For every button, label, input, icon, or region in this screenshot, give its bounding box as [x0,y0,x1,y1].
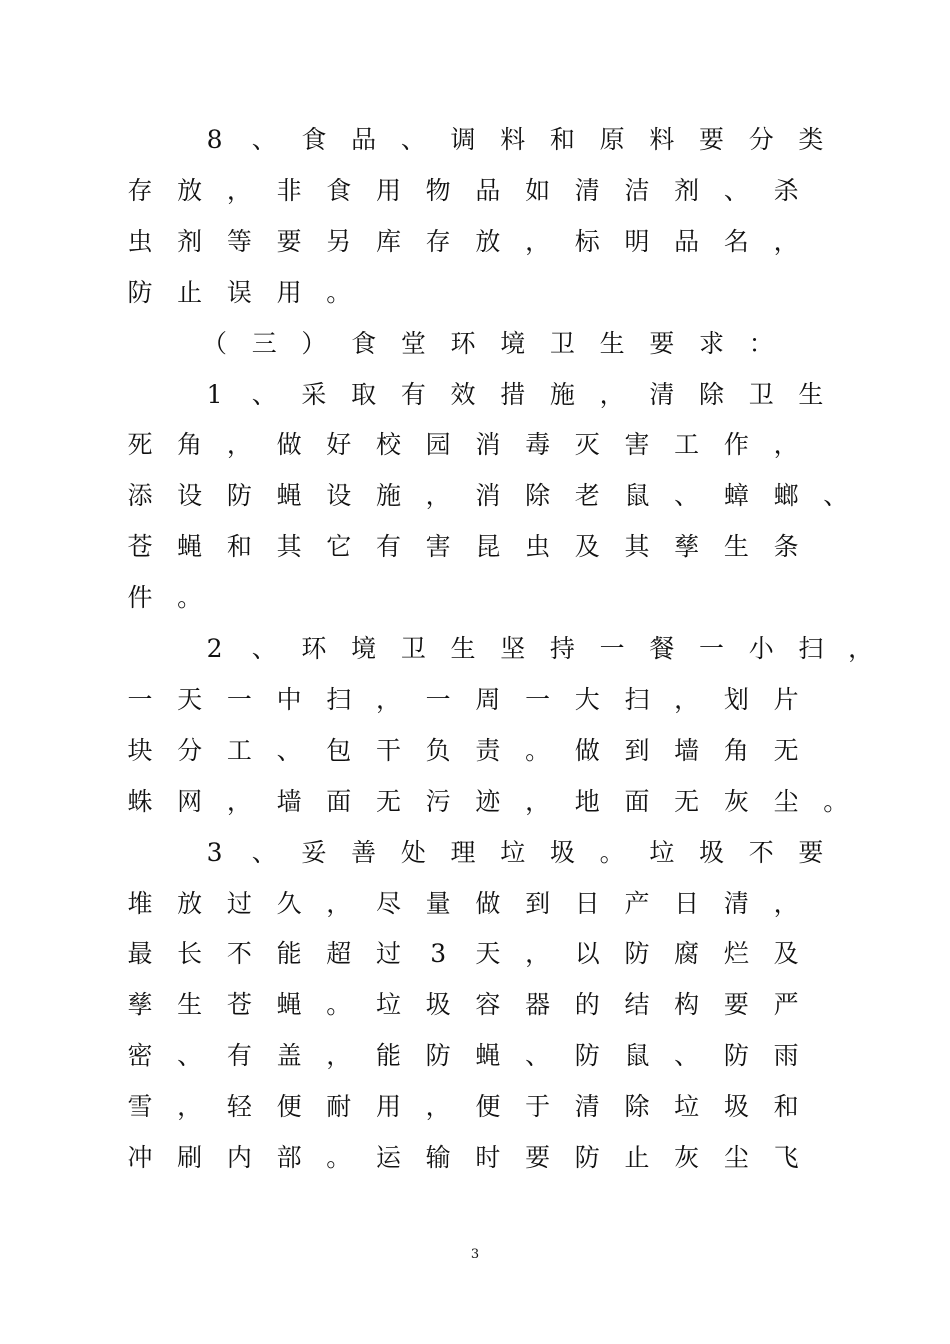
text-char: 及 [773,939,799,969]
text-char: 名 [723,226,749,256]
text-char: 垃 [500,837,526,867]
text-char: 分 [748,125,774,154]
text-char: ， [848,634,874,663]
text-char: 苍 [127,532,153,562]
text-char: 做 [574,735,600,765]
text-char: 垃 [649,837,675,867]
text-char: 垃 [674,1092,700,1122]
text-char: 调 [450,125,476,154]
text-char: 好 [326,430,352,460]
text-char: 要 [649,328,675,358]
text-char: ） [301,328,327,358]
text-line [0,580,950,616]
text-char: 防 [425,1041,451,1071]
text-char: 止 [177,277,203,307]
text-char: 用 [375,1092,401,1122]
text-char: 及 [574,532,600,562]
text-char: 圾 [723,1092,749,1122]
text-char: 过 [226,888,252,918]
text-char: 包 [326,735,352,765]
text-line [0,936,950,972]
text-line [0,835,950,871]
text-char: 采 [301,379,327,409]
text-char: 非 [276,175,302,205]
text-char: 设 [326,481,352,511]
text-char: 轻 [226,1092,252,1122]
text-char: 块 [127,735,153,765]
text-char: 如 [525,175,551,205]
text-char: 添 [127,481,153,511]
text-char: 库 [375,226,401,256]
text-char: 校 [375,430,401,460]
text-char: 除 [699,379,725,409]
text-char: 虫 [127,226,153,256]
text-char: 做 [276,430,302,460]
text-char: 食 [326,175,352,205]
text-char: 飞 [773,1143,799,1172]
text-char: 一 [599,634,625,663]
text-char: 墙 [674,735,700,765]
text-char: 尘 [723,1143,749,1172]
text-line [0,122,950,158]
text-char: 扫 [326,684,352,714]
text-char: 和 [226,532,252,562]
text-char: 容 [475,990,501,1020]
text-char: ， [525,939,551,969]
text-char: 等 [226,226,252,256]
text-char: 周 [475,684,501,714]
text-char: 要 [699,125,725,154]
text-char: ， [599,379,625,409]
text-char: ， [326,1041,352,1071]
text-char: 善 [351,837,377,867]
text-char: 网 [177,786,203,816]
text-char: 冲 [127,1143,153,1172]
text-char: 一 [425,684,451,714]
text-char: 要 [525,1143,551,1172]
text-char: 物 [425,175,451,205]
text-char: 处 [400,837,426,867]
text-char: ， [773,226,799,256]
text-char: 、 [276,735,302,765]
text-char: 、 [177,1041,203,1071]
text-line [0,478,950,514]
text-char: 堆 [127,888,153,918]
text-char: ， [375,684,401,714]
text-char: 耐 [326,1092,352,1122]
text-char: 生 [798,379,824,409]
text-char: 以 [574,939,600,969]
text-char: 8 [206,125,223,154]
text-char: 久 [276,888,302,918]
text-char: 最 [127,939,153,969]
text-char: 扫 [624,684,650,714]
text-char: 能 [276,939,302,969]
text-char: 不 [748,837,774,867]
text-char: 原 [599,125,625,154]
text-char: 墙 [276,786,302,816]
text-char: 用 [375,175,401,205]
text-char: 设 [177,481,203,511]
text-char: 清 [574,175,600,205]
text-char: 天 [475,939,501,969]
text-char: 尽 [375,888,401,918]
text-char: 、 [251,634,277,663]
text-char: 、 [674,481,700,511]
text-char: ， [773,888,799,918]
text-char: 责 [475,735,501,765]
text-char: 、 [400,125,426,154]
text-char: 、 [251,125,277,154]
text-char: 中 [276,684,302,714]
text-char: 灭 [574,430,600,460]
text-char: 输 [425,1143,451,1172]
text-char: 3 [206,837,223,867]
text-char: 持 [549,634,575,663]
text-line [0,173,950,209]
text-char: 雨 [773,1041,799,1071]
text-char: 。 [599,837,625,867]
text-char: 能 [375,1041,401,1071]
text-char: 园 [425,430,451,460]
text-char: 坚 [500,634,526,663]
text-line [0,1140,950,1176]
text-char: 卫 [400,634,426,663]
text-char: 防 [127,277,153,307]
text-char: 虫 [525,532,551,562]
text-char: 食 [351,328,377,358]
text-char: 、 [723,175,749,205]
text-char: 和 [549,125,575,154]
text-char: ： [748,328,774,358]
text-char: 其 [624,532,650,562]
text-char: 料 [500,125,526,154]
text-char: 日 [574,888,600,918]
text-char: 和 [773,1092,799,1122]
text-char: ， [226,175,252,205]
text-char: 环 [301,634,327,663]
text-char: 除 [624,1092,650,1122]
text-char: 清 [649,379,675,409]
text-char: 天 [177,684,203,714]
text-char: 食 [301,125,327,154]
text-char: 害 [624,430,650,460]
text-char: 有 [400,379,426,409]
text-char: 另 [326,226,352,256]
text-line [0,733,950,769]
text-char: 圾 [549,837,575,867]
text-char: 剂 [674,175,700,205]
text-char: 鼠 [624,1041,650,1071]
text-char: 严 [773,990,799,1020]
text-char: 杀 [773,175,799,205]
text-char: ， [425,481,451,511]
text-char: 面 [624,786,650,816]
text-line [0,886,950,922]
text-char: 求 [699,328,725,358]
text-char: 不 [226,939,252,969]
text-char: 量 [425,888,451,918]
text-char: 生 [177,990,203,1020]
text-char: 片 [773,684,799,714]
text-char: 要 [798,837,824,867]
text-char: 角 [177,430,203,460]
text-char: 日 [674,888,700,918]
text-char: 作 [723,430,749,460]
text-char: ， [425,1092,451,1122]
text-char: 效 [450,379,476,409]
text-line [0,1089,950,1125]
text-char: 防 [624,939,650,969]
text-char: 苍 [226,990,252,1020]
text-char: 毒 [525,430,551,460]
text-char: 无 [375,786,401,816]
text-char: 一 [226,684,252,714]
text-char: 其 [276,532,302,562]
text-char: 要 [723,990,749,1020]
text-char: ， [773,430,799,460]
text-char: 。 [326,1143,352,1172]
text-char: 防 [574,1041,600,1071]
text-char: 品 [674,226,700,256]
text-char: 角 [723,735,749,765]
text-line [0,682,950,718]
text-char: 昆 [475,532,501,562]
text-char: 一 [525,684,551,714]
text-char: 防 [226,481,252,511]
text-char: 鼠 [624,481,650,511]
text-char: 蝇 [276,481,302,511]
text-char: 、 [823,481,849,511]
text-char: 蝇 [475,1041,501,1071]
text-char: 防 [574,1143,600,1172]
text-char: 面 [326,786,352,816]
text-char: 。 [177,583,203,613]
text-char: 2 [206,634,223,663]
text-char: 。 [326,990,352,1020]
text-char: 境 [500,328,526,358]
text-char: （ [202,328,228,358]
text-char: 。 [525,735,551,765]
text-char: 便 [475,1092,501,1122]
text-char: 构 [674,990,700,1020]
text-line [0,427,950,463]
text-char: ， [226,430,252,460]
text-char: 剂 [177,226,203,256]
text-char: 密 [127,1041,153,1071]
text-char: 产 [624,888,650,918]
text-char: 一 [127,684,153,714]
text-char: 消 [475,430,501,460]
text-char: 3 [430,939,447,969]
text-char: 类 [798,125,824,154]
text-char: 1 [206,379,223,409]
text-char: 有 [226,1041,252,1071]
text-char: ， [226,786,252,816]
text-char: 品 [351,125,377,154]
text-char: 一 [699,634,725,663]
text-char: 洁 [624,175,650,205]
text-char: 蛛 [127,786,153,816]
text-char: 止 [624,1143,650,1172]
text-char: 、 [251,379,277,409]
text-char: 生 [450,634,476,663]
text-char: 放 [177,175,203,205]
text-char: 卫 [549,328,575,358]
text-char: 到 [525,888,551,918]
text-char: 螂 [773,481,799,511]
text-char: 的 [574,990,600,1020]
text-char: 环 [450,328,476,358]
text-char: 灰 [674,1143,700,1172]
text-char: 条 [773,532,799,562]
text-char: 清 [574,1092,600,1122]
text-char: ， [177,1092,203,1122]
text-char: 刷 [177,1143,203,1172]
text-char: 过 [375,939,401,969]
text-char: 于 [525,1092,551,1122]
text-line [0,631,950,667]
text-char: 部 [276,1143,302,1172]
text-char: 要 [276,226,302,256]
text-char: ， [326,888,352,918]
text-char: 圾 [699,837,725,867]
text-char: 蝇 [276,990,302,1020]
text-char: 取 [351,379,377,409]
text-line [0,275,950,311]
text-char: ， [525,226,551,256]
text-char: 结 [624,990,650,1020]
text-char: 雪 [127,1092,153,1122]
text-char: 划 [723,684,749,714]
text-char: 明 [624,226,650,256]
text-char: 。 [326,277,352,307]
text-char: 扫 [798,634,824,663]
text-char: 污 [425,786,451,816]
text-line [0,377,950,413]
text-line [0,529,950,565]
text-char: 地 [574,786,600,816]
text-char: 长 [177,939,203,969]
text-char: 器 [525,990,551,1020]
text-char: 防 [723,1041,749,1071]
text-char: 它 [326,532,352,562]
text-char: 料 [649,125,675,154]
text-char: 害 [425,532,451,562]
text-char: 小 [748,634,774,663]
text-char: 超 [326,939,352,969]
text-char: 误 [226,277,252,307]
text-char: 妥 [301,837,327,867]
text-line [0,326,950,362]
text-char: 运 [375,1143,401,1172]
text-char: 、 [251,837,277,867]
text-char: 死 [127,430,153,460]
text-char: 烂 [723,939,749,969]
text-char: 工 [674,430,700,460]
text-char: 理 [450,837,476,867]
text-char: 措 [500,379,526,409]
text-char: 标 [574,226,600,256]
text-char: 老 [574,481,600,511]
page-number: 3 [470,1247,480,1262]
text-char: 负 [425,735,451,765]
text-line [0,1038,950,1074]
text-char: 孳 [674,532,700,562]
text-char: 用 [276,277,302,307]
text-char: 消 [475,481,501,511]
text-char: 放 [475,226,501,256]
text-char: 大 [574,684,600,714]
text-char: 无 [773,735,799,765]
text-line [0,224,950,260]
text-char: 除 [525,481,551,511]
text-char: 堂 [400,328,426,358]
text-char: 做 [475,888,501,918]
text-char: 干 [375,735,401,765]
text-char: 有 [375,532,401,562]
text-char: 分 [177,735,203,765]
text-char: 、 [674,1041,700,1071]
text-char: 盖 [276,1041,302,1071]
text-char: 存 [425,226,451,256]
text-char: 工 [226,735,252,765]
text-char: 三 [251,328,277,358]
text-char: 施 [549,379,575,409]
text-char: 。 [823,786,849,816]
text-char: 便 [276,1092,302,1122]
text-char: 圾 [425,990,451,1020]
text-char: 灰 [723,786,749,816]
text-char: 卫 [748,379,774,409]
text-char: 件 [127,583,153,613]
text-char: 无 [674,786,700,816]
text-line [0,987,950,1023]
text-char: 、 [525,1041,551,1071]
text-line [0,784,950,820]
text-char: 清 [723,888,749,918]
text-char: 境 [351,634,377,663]
text-char: 放 [177,888,203,918]
text-char: 迹 [475,786,501,816]
text-char: 尘 [773,786,799,816]
text-char: 餐 [649,634,675,663]
text-char: 生 [599,328,625,358]
text-char: 到 [624,735,650,765]
text-char: 时 [475,1143,501,1172]
text-char: 存 [127,175,153,205]
text-char: 生 [723,532,749,562]
text-char: 品 [475,175,501,205]
text-char: 蟑 [723,481,749,511]
text-char: 孳 [127,990,153,1020]
text-char: ， [674,684,700,714]
text-char: 腐 [674,939,700,969]
text-char: 施 [375,481,401,511]
text-char: 内 [226,1143,252,1172]
text-char: ， [525,786,551,816]
text-char: 垃 [375,990,401,1020]
text-char: 蝇 [177,532,203,562]
